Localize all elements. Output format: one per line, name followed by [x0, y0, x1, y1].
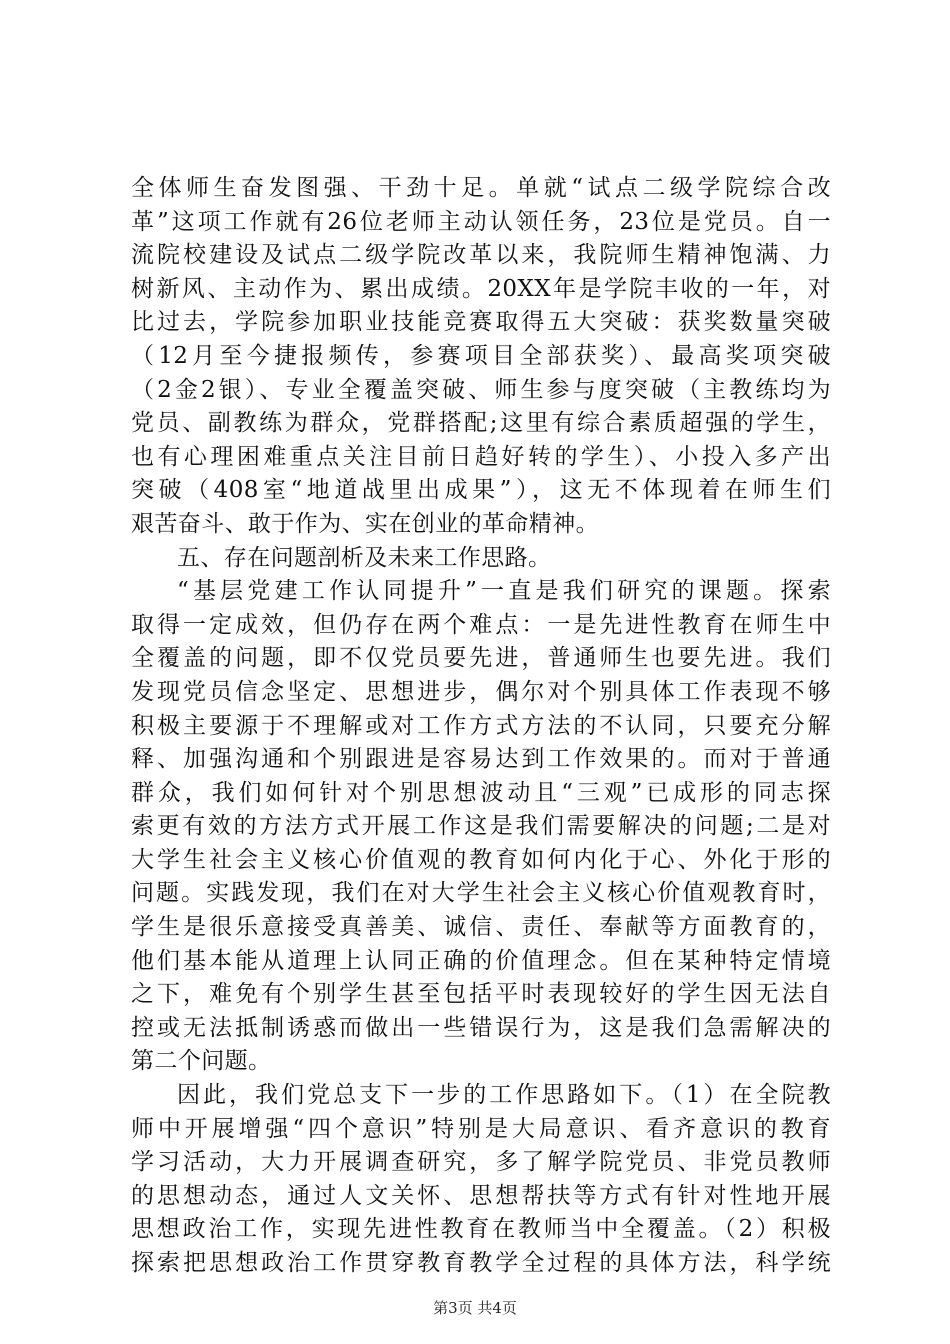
text-line: （2金2银）、专业全覆盖突破、师生参与度突破（主教练均为: [131, 376, 831, 403]
section-heading: [131, 542, 831, 576]
text-line: 流院校建设及试点二级学院改革以来，我院师生精神饱满、力: [131, 242, 831, 269]
text-line: 全覆盖的问题，即不仅党员要先进，普通师生也要先进。我们: [131, 645, 831, 672]
text-line: 第二个问题。: [131, 1048, 272, 1075]
paragraph-1: [131, 172, 831, 542]
text-line: 积极主要源于不理解或对工作方式方法的不认同，只要充分解: [131, 712, 831, 739]
text-line: （12月至今捷报频传，参赛项目全部获奖）、最高奖项突破: [131, 342, 831, 369]
text-line: 学习活动，大力开展调查研究，多了解学院党员、非党员教师: [131, 1149, 831, 1176]
text-line: 大学生社会主义核心价值观的教育如何内化于心、外化于形的: [131, 846, 831, 873]
text-line: 因此，我们党总支下一步的工作思路如下。（1）在全院教: [177, 1082, 831, 1109]
text-line: 思想政治工作，实现先进性教育在教师当中全覆盖。（2）积极: [131, 1216, 831, 1243]
paragraph-3: [131, 575, 831, 1079]
page-footer: [0, 1297, 950, 1318]
document-body: [131, 172, 831, 1281]
text-line: 比过去，学院参加职业技能竞赛取得五大突破：获奖数量突破: [131, 309, 831, 336]
text-line: 学生是很乐意接受真善美、诚信、责任、奉献等方面教育的，: [131, 914, 831, 941]
text-line: 党员、副教练为群众，党群搭配;这里有综合素质超强的学生，: [131, 410, 831, 437]
paragraph-4: [131, 1079, 831, 1281]
text-line: 突破（408室“地道战里出成果”），这无不体现着在师生们: [131, 477, 831, 504]
text-line: 控或无法抵制诱惑而做出一些错误行为，这是我们急需解决的: [131, 1014, 831, 1041]
text-line: 师中开展增强“四个意识”特别是大局意识、看齐意识的教育: [131, 1115, 831, 1142]
text-line: 之下，难免有个别学生甚至包括平时表现较好的学生因无法自: [131, 981, 831, 1008]
text-line: 群众，我们如何针对个别思想波动且“三观”已成形的同志探: [131, 779, 831, 806]
text-line: 全体师生奋发图强、干劲十足。单就“试点二级学院综合改: [131, 175, 831, 201]
text-line: 问题。实践发现，我们在对大学生社会主义核心价值观教育时，: [131, 880, 831, 907]
text-line: 释、加强沟通和个别跟进是容易达到工作效果的。而对于普通: [131, 746, 831, 773]
text-line: 索更有效的方法方式开展工作这是我们需要解决的问题;二是对: [131, 813, 831, 840]
text-line: 取得一定成效，但仍存在两个难点：一是先进性教育在师生中: [131, 611, 831, 638]
text-line: 的思想动态，通过人文关怀、思想帮扶等方式有针对性地开展: [131, 1182, 831, 1209]
page-number-label: 第3页 共4页: [433, 1299, 517, 1317]
section-heading-text: 五、存在问题剖析及未来工作思路。: [177, 544, 552, 571]
text-line: 他们基本能从道理上认同正确的价值理念。但在某种特定情境: [131, 947, 831, 974]
text-line: 树新风、主动作为、累出成绩。20XX年是学院丰收的一年，对: [131, 275, 831, 302]
text-line: 革”这项工作就有26位老师主动认领任务，23位是党员。自一: [131, 208, 831, 235]
text-line: “基层党建工作认同提升”一直是我们研究的课题。探索: [177, 578, 831, 605]
text-line: 也有心理困难重点关注目前日趋好转的学生）、小投入多产出: [131, 443, 831, 470]
text-line: 艰苦奋斗、敢于作为、实在创业的革命精神。: [131, 510, 599, 537]
text-line: 探索把思想政治工作贯穿教育教学全过程的具体方法，科学统: [131, 1250, 831, 1276]
text-line: 发现党员信念坚定、思想进步，偶尔对个别具体工作表现不够: [131, 678, 831, 705]
